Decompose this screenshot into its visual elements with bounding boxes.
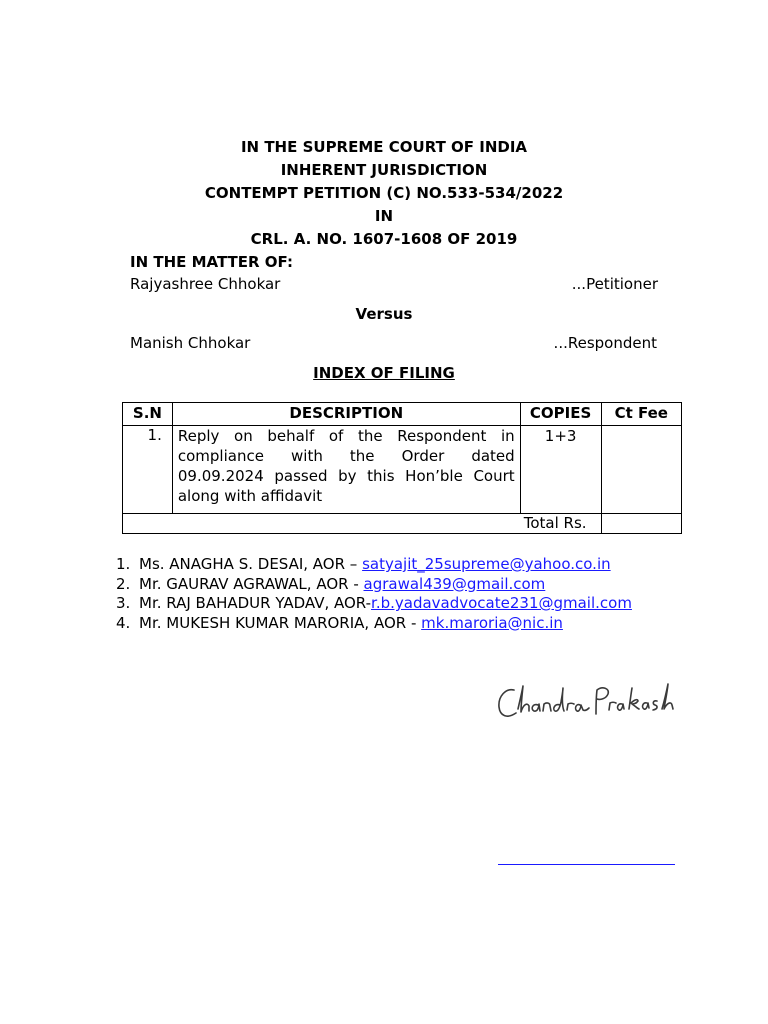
respondent-name: Manish Chhokar [130,334,251,352]
index-title: INDEX OF FILING [313,364,455,382]
index-table [122,402,682,534]
column-header-sn: S.N [123,403,173,426]
table-row [123,426,682,514]
aor-list [116,555,632,633]
versus-label: Versus [355,305,413,323]
list-item [116,555,632,575]
total-row [123,514,682,534]
list-item [116,575,632,595]
list-item [116,614,632,634]
list-item-number: 1. [116,555,131,573]
handwritten-signature [492,676,678,726]
respondent-role: ...Respondent [553,334,657,352]
list-item-text: Mr. GAURAV AGRAWAL, AOR - [139,574,364,593]
list-item-number: 3. [116,594,131,612]
list-item-text: Ms. ANAGHA S. DESAI, AOR – [139,555,363,573]
total-value [601,514,681,534]
column-header-description: DESCRIPTION [172,403,520,426]
row-sn: 1. [123,426,173,514]
court-name: IN THE SUPREME COURT OF INDIA [240,138,528,156]
email-link[interactable]: satyajit_25supreme@yahoo.co.in [362,555,611,573]
row-copies: 1+3 [520,426,601,514]
column-header-copies: COPIES [520,403,601,426]
petition-number: CONTEMPT PETITION (C) NO.533-534/2022 [204,184,564,202]
list-item-text: Mr. MUKESH KUMAR MARORIA, AOR - [139,613,422,632]
list-item-number: 4. [116,613,131,632]
total-label: Total Rs. [123,514,602,534]
column-header-ct-fee: Ct Fee [601,403,681,426]
signature-line [498,864,675,865]
in-connector: IN [374,207,394,225]
row-ct-fee [601,426,681,514]
petitioner-name: Rajyashree Chhokar [130,275,281,293]
email-link[interactable]: mk.maroria@nic.in [421,613,563,632]
list-item [116,594,632,614]
row-description: Reply on behalf of the Respondent in compliance with the Order dated 09.09.2024 passed by this Hon’ble Court along with affidavit [172,426,520,514]
appeal-number: CRL. A. NO. 1607-1608 OF 2019 [250,230,518,248]
petitioner-role: ...Petitioner [571,275,658,293]
matter-label: IN THE MATTER OF: [130,253,293,271]
list-item-number: 2. [116,574,131,593]
email-link[interactable]: r.b.yadavadvocate231@gmail.com [371,594,632,612]
jurisdiction: INHERENT JURISDICTION [280,161,488,179]
list-item-text: Mr. RAJ BAHADUR YADAV, AOR- [139,594,372,612]
table-header-row [123,403,682,426]
email-link[interactable]: agrawal439@gmail.com [363,574,546,593]
